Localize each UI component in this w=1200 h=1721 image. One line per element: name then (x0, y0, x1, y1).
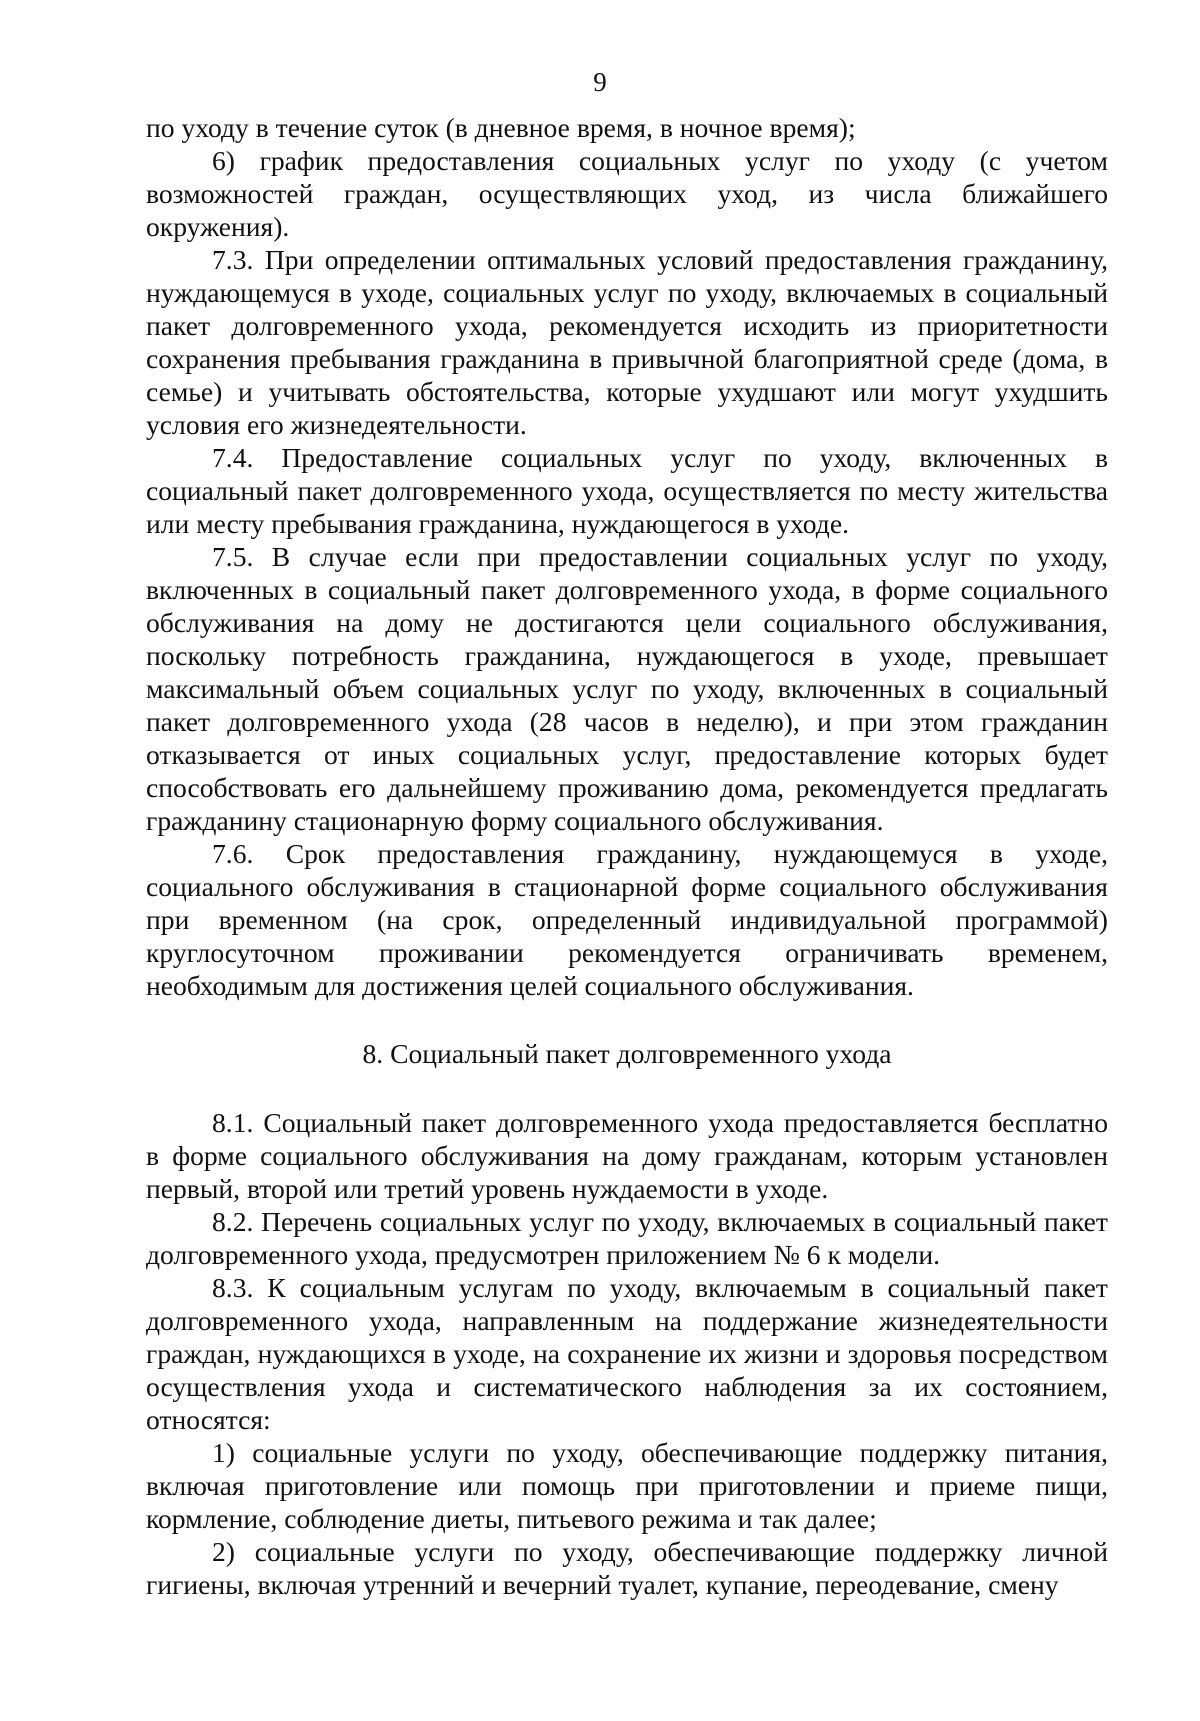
paragraph-item-6: 6) график предоставления социальных услуг по уходу (с учетом возможностей граждан, осуществляющих уход, из числа ближайшего окружения). (146, 145, 1108, 242)
page-number: 9 (593, 67, 607, 97)
paragraph-7-6: 7.6. Срок предоставления гражданину, нуждающемуся в уходе, социального обслуживания в стационарной форме социального обслуживания при временном (на срок, определенный индивидуальной программой) круглосуточном проживании рекомендуется ограничивать временем, необходимым для достижения целей социального обслуживания. (146, 838, 1108, 1001)
paragraph-7-5: 7.5. В случае если при предоставлении социальных услуг по уходу, включенных в социальный пакет долговременного ухода, в форме социального обслуживания на дому не достигаются цели социального обслуживания, поскольку потребность гражданина, нуждающегося в уходе, превышает максимальный объем социальных услуг по уходу, включенных в социальный пакет долговременного ухода (28 часов в неделю), и при этом гражданин отказывается от иных социальных услуг, предоставление которых будет способствовать его дальнейшему проживанию дома, рекомендуется предлагать гражданину стационарную форму социального обслуживания. (146, 541, 1108, 836)
paragraph-8-2: 8.2. Перечень социальных услуг по уходу, включаемых в социальный пакет долговременного ухода, предусмотрен приложением № 6 к модели. (146, 1206, 1108, 1270)
paragraph-7-3: 7.3. При определении оптимальных условий предоставления гражданину, нуждающемуся в уходе, социальных услуг по уходу, включаемых в социальный пакет долговременного ухода, рекомендуется исходить из приоритетности сохранения пребывания гражданина в привычной благоприятной среде (дома, в семье) и учитывать обстоятельства, которые ухудшают или могут ухудшить условия его жизнедеятельности. (146, 244, 1108, 440)
section-heading: 8. Социальный пакет долговременного ухода (362, 1038, 892, 1069)
paragraph-item-2: 2) социальные услуги по уходу, обеспечивающие поддержку личной гигиены, включая утренний и вечерний туалет, купание, переодевание, смену (146, 1536, 1108, 1600)
paragraph-8-1: 8.1. Социальный пакет долговременного ухода предоставляется бесплатно в форме социального обслуживания на дому гражданам, которым установлен первый, второй или третий уровень нуждаемости в уходе. (146, 1107, 1108, 1204)
paragraph-7-4: 7.4. Предоставление социальных услуг по уходу, включенных в социальный пакет долговременного ухода, осуществляется по месту жительства или месту пребывания гражданина, нуждающегося в уходе. (146, 442, 1108, 539)
paragraph-8-3: 8.3. К социальным услугам по уходу, включаемым в социальный пакет долговременного ухода, направленным на поддержание жизнедеятельности граждан, нуждающихся в уходе, на сохранение их жизни и здоровья посредством осуществления ухода и систематического наблюдения за их состоянием, относятся: (146, 1272, 1108, 1435)
paragraph-continuation: по уходу в течение суток (в дневное время, в ночное время); (146, 112, 856, 143)
paragraph-item-1: 1) социальные услуги по уходу, обеспечивающие поддержку питания, включая приготовление или помощь при приготовлении и приеме пищи, кормление, соблюдение диеты, питьевого режима и так далее; (146, 1437, 1108, 1534)
document-body (146, 111, 1108, 1601)
